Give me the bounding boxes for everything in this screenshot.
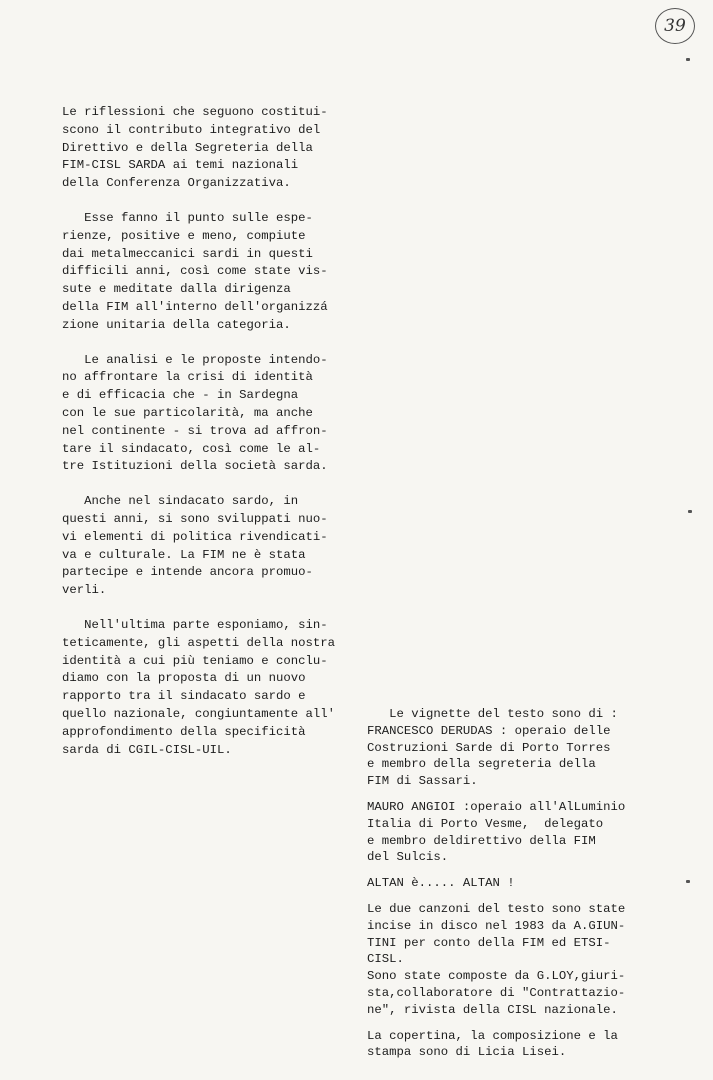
credits-paragraph-songs: Le due canzoni del testo sono state incise in disco nel 1983 da A.GIUN- TINI per conto della FIM ed ETSI- CISL. Sono state composte da G.LOY,giuri- sta,collaboratore di "Contrattazio- ne", rivista della CISL nazionale. xyxy=(367,901,626,1017)
intro-paragraph-3: Le analisi e le proposte intendo- no affrontare la crisi di identità e di efficacia che - in Sardegna con le sue particolarità, ma anche nel continente - si trova ad affron- tare il sindacato, così come le al- tre Istituzioni della società sarda. xyxy=(62,352,328,474)
page-number: 39 xyxy=(655,8,695,44)
margin-mark xyxy=(686,58,690,61)
credits-paragraph-vignettes: Le vignette del testo sono di : FRANCESCO DERUDAS : operaio delle Costruzioni Sarde di Porto Torres e membro della segreteria della FIM di Sassari. xyxy=(367,707,618,789)
intro-paragraph-2: Esse fanno il punto sulle espe- rienze, positive e meno, compiute dai metalmeccanici sardi in questi difficili anni, così come state vis- sute e meditate dalla dirigenza della FIM all'interno dell'organizzá zione unitaria della categoria. xyxy=(62,210,328,332)
intro-paragraph-5: Nell'ultima parte esponiamo, sin- teticamente, gli aspetti della nostra identità a cui più teniamo e conclu- diamo con la proposta di un nuovo rapporto tra il sindacato sardo e quello nazionale, congiuntamente all' approfondimento della specificità sarda di CGIL-CISL-UIL. xyxy=(62,617,336,757)
credits-paragraph-cover: La copertina, la composizione e la stampa sono di Licia Lisei. xyxy=(367,1028,618,1060)
credits-paragraph-altan: ALTAN è..... ALTAN ! xyxy=(367,876,515,891)
credits-text-column xyxy=(367,706,687,1070)
intro-paragraph-1: Le riflessioni che seguono costitui- scono il contributo integrativo del Direttivo e della Segreteria della FIM-CISL SARDA ai temi nazionali della Conferenza Organizzativa. xyxy=(62,105,328,191)
intro-paragraph-4: Anche nel sindacato sardo, in questi anni, si sono sviluppati nuo- vi elementi di politica rivendicati- va e culturale. La FIM ne è stata partecipe e intende ancora promuo- verli. xyxy=(62,494,328,598)
margin-mark xyxy=(686,880,690,883)
intro-text-column xyxy=(62,104,372,776)
margin-mark xyxy=(688,510,692,513)
credits-paragraph-angioi: MAURO ANGIOI :operaio all'AlLuminio Italia di Porto Vesme, delegato e membro deldirettivo della FIM del Sulcis. xyxy=(367,799,626,865)
